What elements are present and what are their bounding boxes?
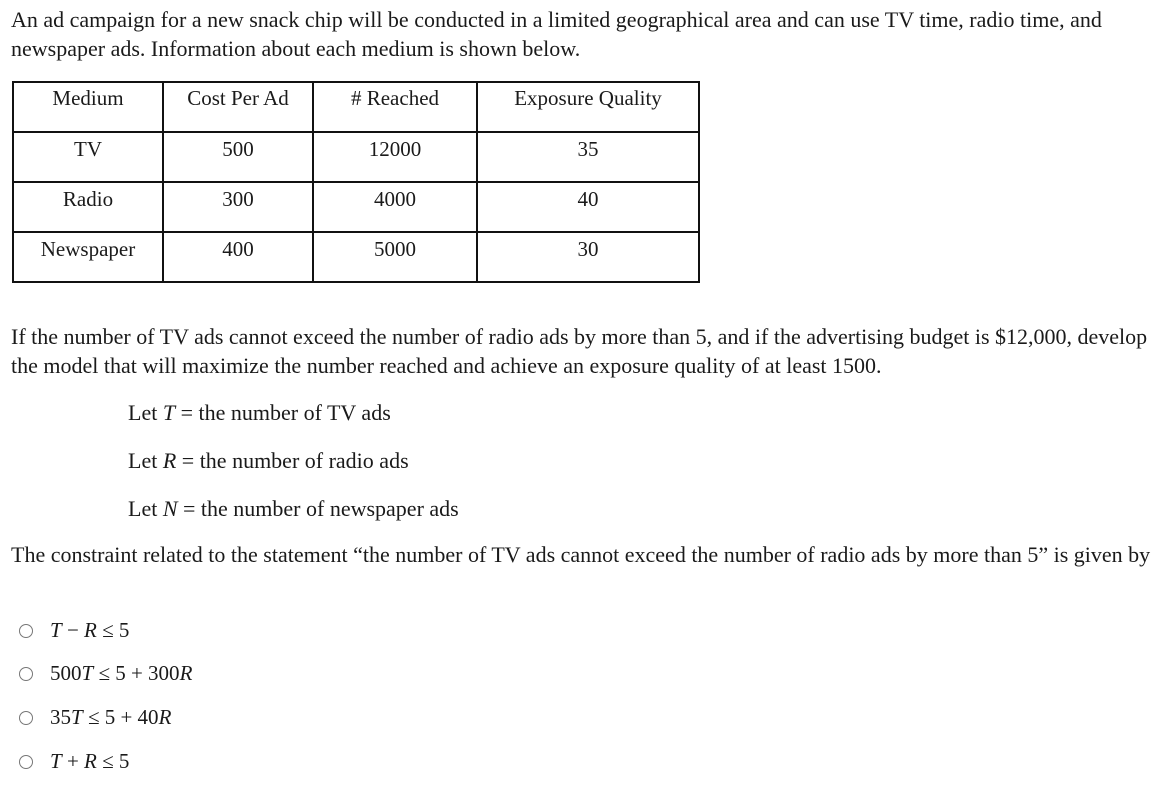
option-part: − [61,618,85,642]
option-label [50,661,192,686]
media-table [12,81,700,283]
option-part: ≤ 5 [96,618,130,642]
cell-reached: 12000 [313,132,477,182]
option-part: ≤ 5 [96,749,130,773]
cell-medium: Radio [13,182,163,232]
header-cost-per-ad: Cost Per Ad [163,82,313,132]
option-part: 500 [50,661,82,685]
option-part: T [50,749,62,773]
option-part: T [81,661,94,685]
radio-button[interactable] [19,755,33,769]
table-row [13,182,699,232]
definition-r [128,446,409,475]
cell-medium: TV [13,132,163,182]
intro-text: An ad campaign for a new snack chip will be conducted in a limited geographical area and can use TV time, radio time, and newspaper ads. Information about each medium is shown below. [11,7,1102,61]
table-row [13,132,699,182]
answer-option-4[interactable] [19,749,129,774]
definition-t [128,398,391,427]
definition-prefix: Let [128,496,163,521]
constraint-question: The constraint related to the statement “the number of TV ads cannot exceed the number of radio ads by more than 5” is given by [11,542,1151,567]
option-part: R [84,618,97,642]
table-row [13,232,699,282]
definition-suffix: = the number of newspaper ads [177,496,459,521]
option-part: + [61,749,85,773]
option-part: ≤ 5 + 40 [82,705,159,729]
option-part: R [179,661,193,685]
header-exposure-quality: Exposure Quality [477,82,699,132]
header-reached: # Reached [313,82,477,132]
definition-suffix: = the number of radio ads [176,448,409,473]
cell-quality: 30 [477,232,699,282]
option-part: R [84,749,97,773]
cell-reached: 5000 [313,232,477,282]
cell-cost: 300 [163,182,313,232]
option-part: T [50,618,62,642]
cell-cost: 400 [163,232,313,282]
variable-r: R [162,448,177,473]
radio-button[interactable] [19,624,33,638]
option-label [50,749,129,774]
option-part: R [158,705,172,729]
option-part: 35 [50,705,71,729]
cell-quality: 35 [477,132,699,182]
option-label [50,618,129,643]
definition-prefix: Let [128,448,163,473]
cell-quality: 40 [477,182,699,232]
definition-suffix: = the number of TV ads [175,400,391,425]
option-label [50,705,171,730]
table-header-row [13,82,699,132]
cell-reached: 4000 [313,182,477,232]
option-part: ≤ 5 + 300 [93,661,180,685]
variable-n: N [162,496,178,521]
cell-cost: 500 [163,132,313,182]
variable-t: T [162,400,176,425]
question-text: If the number of TV ads cannot exceed the number of radio ads by more than 5, and if the advertising budget is $12,000, develop the model that will maximize the number reached and achieve an exposure quality of at least 1500. [11,324,1148,378]
answer-option-1[interactable] [19,618,129,643]
option-part: T [71,705,83,729]
answer-option-2[interactable] [19,661,192,686]
answer-option-3[interactable] [19,705,171,730]
radio-button[interactable] [19,711,33,725]
definition-n [128,494,459,523]
radio-button[interactable] [19,667,33,681]
definition-prefix: Let [128,400,163,425]
header-medium: Medium [13,82,163,132]
cell-medium: Newspaper [13,232,163,282]
